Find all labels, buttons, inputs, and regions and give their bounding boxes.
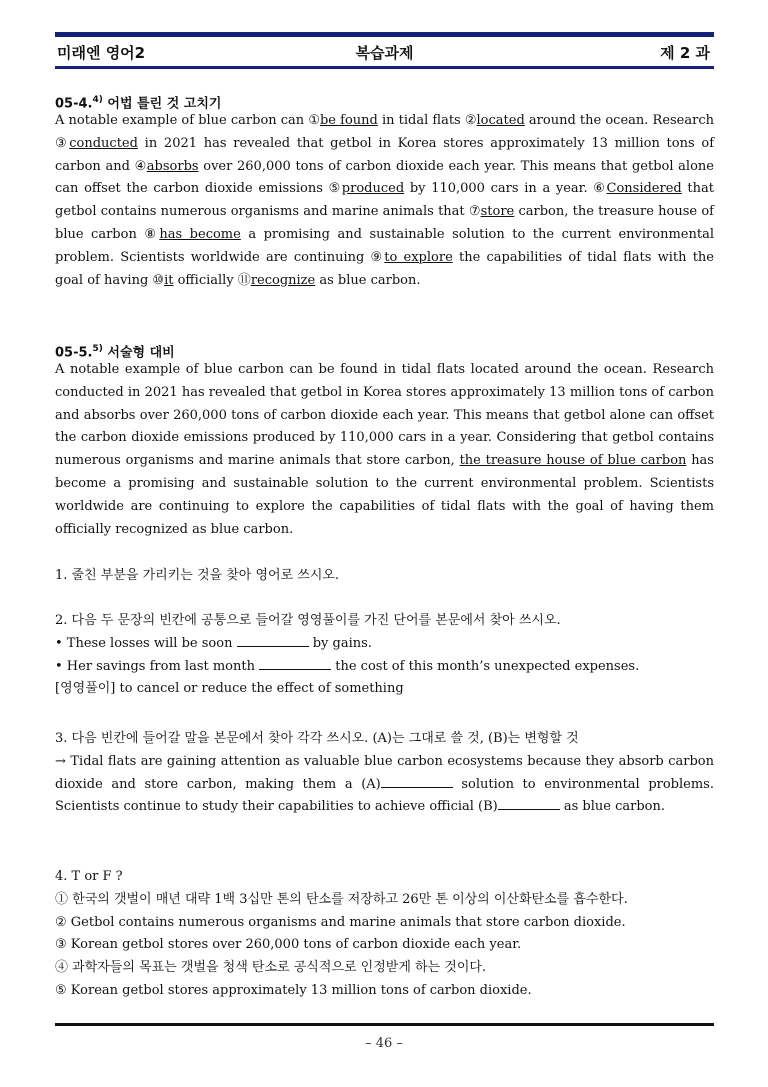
underlined-phrase: the treasure house of blue carbon <box>459 453 687 469</box>
passage-text: carbon, the treasure house of blue carbon ⑧ <box>55 204 714 242</box>
question-2-sentence-1: • These losses will be soon by gains. <box>55 635 372 651</box>
answer-blank-b[interactable] <box>498 797 560 810</box>
section-number: 05-4. <box>55 96 93 112</box>
passage-text: in tidal flats ② <box>377 113 477 128</box>
passage-text: officially ⑪ <box>173 272 251 288</box>
passage-text: in 2021 has revealed that getbol in Korea stores approximately 13 million tons of carbon and ④ <box>55 135 715 174</box>
tf-item-5: ⑤ Korean getbol stores approximately 13 million tons of carbon dioxide. <box>55 982 532 998</box>
passage-text: A notable example of blue carbon can ① <box>55 113 320 128</box>
footer-rule <box>55 1023 714 1026</box>
tf-item-2: ② Getbol contains numerous organisms and marine animals that store carbon dioxide. <box>55 914 626 930</box>
question-2-prompt: 2. 다음 두 문장의 빈칸에 공통으로 들어갈 영영풀이를 가진 단어를 본문에서 찾아 쓰시오. <box>55 613 561 628</box>
section-title <box>55 339 714 359</box>
question-4 <box>55 866 714 1003</box>
passage-writing <box>55 359 714 541</box>
underlined-phrase: recognize <box>250 272 316 288</box>
answer-blank-a[interactable] <box>381 775 453 788</box>
underlined-phrase: located <box>476 113 525 128</box>
footnote-ref: 4) <box>92 95 103 105</box>
section-title <box>55 90 714 110</box>
underlined-phrase: conducted <box>69 135 138 151</box>
page-number: – 46 – <box>365 1036 403 1051</box>
question-2-definition: [영영풀이] to cancel or reduce the effect of something <box>55 681 404 697</box>
header-bottom-rule <box>55 66 714 69</box>
question-3-prompt: 3. 다음 빈칸에 들어갈 말을 본문에서 찾아 각각 쓰시오. (A)는 그대로 쓸 것, (B)는 변형할 것 <box>55 731 579 746</box>
tf-item-1: ① 한국의 갯벌이 매년 대략 1백 3십만 톤의 탄소를 저장하고 26만 톤 이상의 이산화탄소를 흡수한다. <box>55 891 628 907</box>
header-lesson: 제 2 과 <box>660 44 710 62</box>
tf-item-4: ④ 과학자들의 목표는 갯벌을 청색 탄소로 공식적으로 인정받게 하는 것이다. <box>55 960 487 976</box>
tf-item-3: ③ Korean getbol stores over 260,000 tons of carbon dioxide each year. <box>55 937 522 953</box>
underlined-phrase: to explore <box>384 249 453 265</box>
underlined-phrase: it <box>164 272 174 288</box>
passage-text: that getbol contains numerous organisms and marine animals that ⑦ <box>55 181 714 220</box>
question-2 <box>55 610 714 701</box>
underlined-phrase: has become <box>159 226 241 242</box>
passage-grammar <box>55 110 714 292</box>
question-3-text: → Tidal flats are gaining attention as valuable blue carbon ecosystems because they absorb carbon dioxide and store carbon, making them a (A) solution to environmental problems. Scientists continue to study their capabilities to achieve official (B) as blue carbon. <box>55 753 714 815</box>
section-heading: 어법 틀린 것 고치기 <box>107 96 222 112</box>
underlined-phrase: be found <box>319 113 378 128</box>
question-4-prompt: 4. T or F ? <box>55 869 123 884</box>
passage-text: as blue carbon. <box>315 272 421 288</box>
header-title: 복습과제 <box>355 44 414 62</box>
footnote-ref: 5) <box>92 344 103 354</box>
section-number: 05-5. <box>55 345 93 361</box>
question-1 <box>55 565 714 588</box>
underlined-phrase: produced <box>341 181 405 197</box>
answer-blank[interactable] <box>259 657 331 670</box>
underlined-phrase: store <box>480 204 515 220</box>
passage-text: by 110,000 cars in a year. ⑥ <box>404 181 607 197</box>
passage-text: the capabilities of tidal flats with the goal of having ⑩ <box>55 249 714 288</box>
section-grammar-correction <box>55 90 714 292</box>
header-top-rule <box>55 32 714 37</box>
section-heading: 서술형 대비 <box>107 345 175 361</box>
passage-text: A notable example of blue carbon can be found in tidal flats located around the ocean. Research conducted in 2021 has revealed that getbol in Korea stores approximately 13 million tons of carbon and absorbs over 260,000 tons of carbon dioxide each year. This means that getbol alone can offset the carbon dioxide emissions produced by 110,000 cars in a year. Considering that getbol contains numerous organisms and marine animals that store carbon, <box>55 362 714 469</box>
section-writing-prep <box>55 339 714 541</box>
header-textbook: 미래엔 영어2 <box>57 44 146 62</box>
underlined-phrase: absorbs <box>146 158 199 174</box>
question-3 <box>55 728 714 819</box>
answer-blank[interactable] <box>237 634 309 647</box>
underlined-phrase: Considered <box>606 181 682 197</box>
passage-text: around the ocean. Research ③ <box>55 113 714 151</box>
passage-text: has become a promising and sustainable solution to the current environmental problem. Scientists worldwide are continuing to explore the capabilities of tidal flats with the goal of having them officially recognized as blue carbon. <box>55 453 714 537</box>
passage-text: a promising and sustainable solution to the current environmental problem. Scientists worldwide are continuing ⑨ <box>55 226 714 265</box>
page-header <box>55 38 714 66</box>
passage-text: over 260,000 tons of carbon dioxide each year. This means that getbol alone can offset the carbon dioxide emissions ⑤ <box>55 158 714 197</box>
question-2-sentence-2: • Her savings from last month the cost of this month’s unexpected expenses. <box>55 658 640 674</box>
question-1-prompt: 1. 줄친 부분을 가리키는 것을 찾아 영어로 쓰시오. <box>55 568 340 583</box>
